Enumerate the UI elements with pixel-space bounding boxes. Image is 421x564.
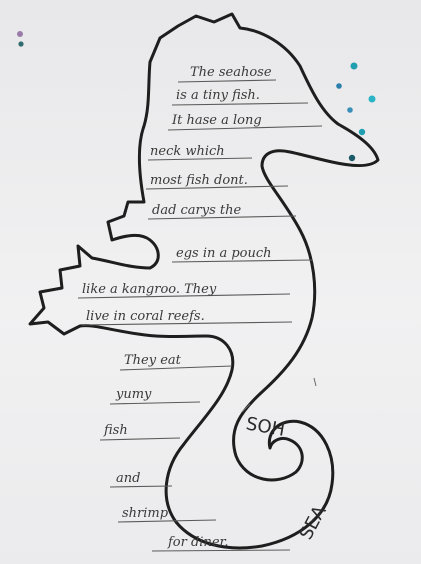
line-4: neck which — [150, 144, 225, 159]
line-2: is a tiny fish. — [176, 88, 260, 103]
pencil-mark — [314, 378, 316, 386]
sequin — [369, 96, 376, 103]
line-1: The seahose — [190, 65, 272, 80]
line-6: dad carys the — [152, 203, 242, 218]
line-12: fish — [104, 423, 128, 438]
sequin — [336, 83, 342, 89]
sequin — [359, 129, 365, 135]
line-14: shrimp — [122, 506, 169, 521]
line-15: for diner. — [168, 535, 229, 550]
line-9: live in coral reefs. — [86, 309, 205, 324]
pushpin — [18, 41, 23, 46]
sequin — [351, 63, 358, 70]
line-3: It hase a long — [172, 113, 262, 128]
margin-text-sea: SEA — [295, 502, 331, 544]
sequin — [347, 107, 353, 113]
margin-text-soh: SOH — [244, 413, 287, 441]
line-7: egs in a pouch — [176, 246, 272, 261]
line-8: like a kangroo. They — [82, 282, 217, 297]
line-11: yumy — [116, 387, 152, 402]
handwriting — [82, 65, 272, 550]
line-10: They eat — [124, 353, 181, 368]
eye-dot — [349, 155, 355, 161]
line-5: most fish dont. — [150, 173, 248, 188]
pushpin — [17, 31, 23, 37]
line-13: and — [116, 471, 141, 486]
